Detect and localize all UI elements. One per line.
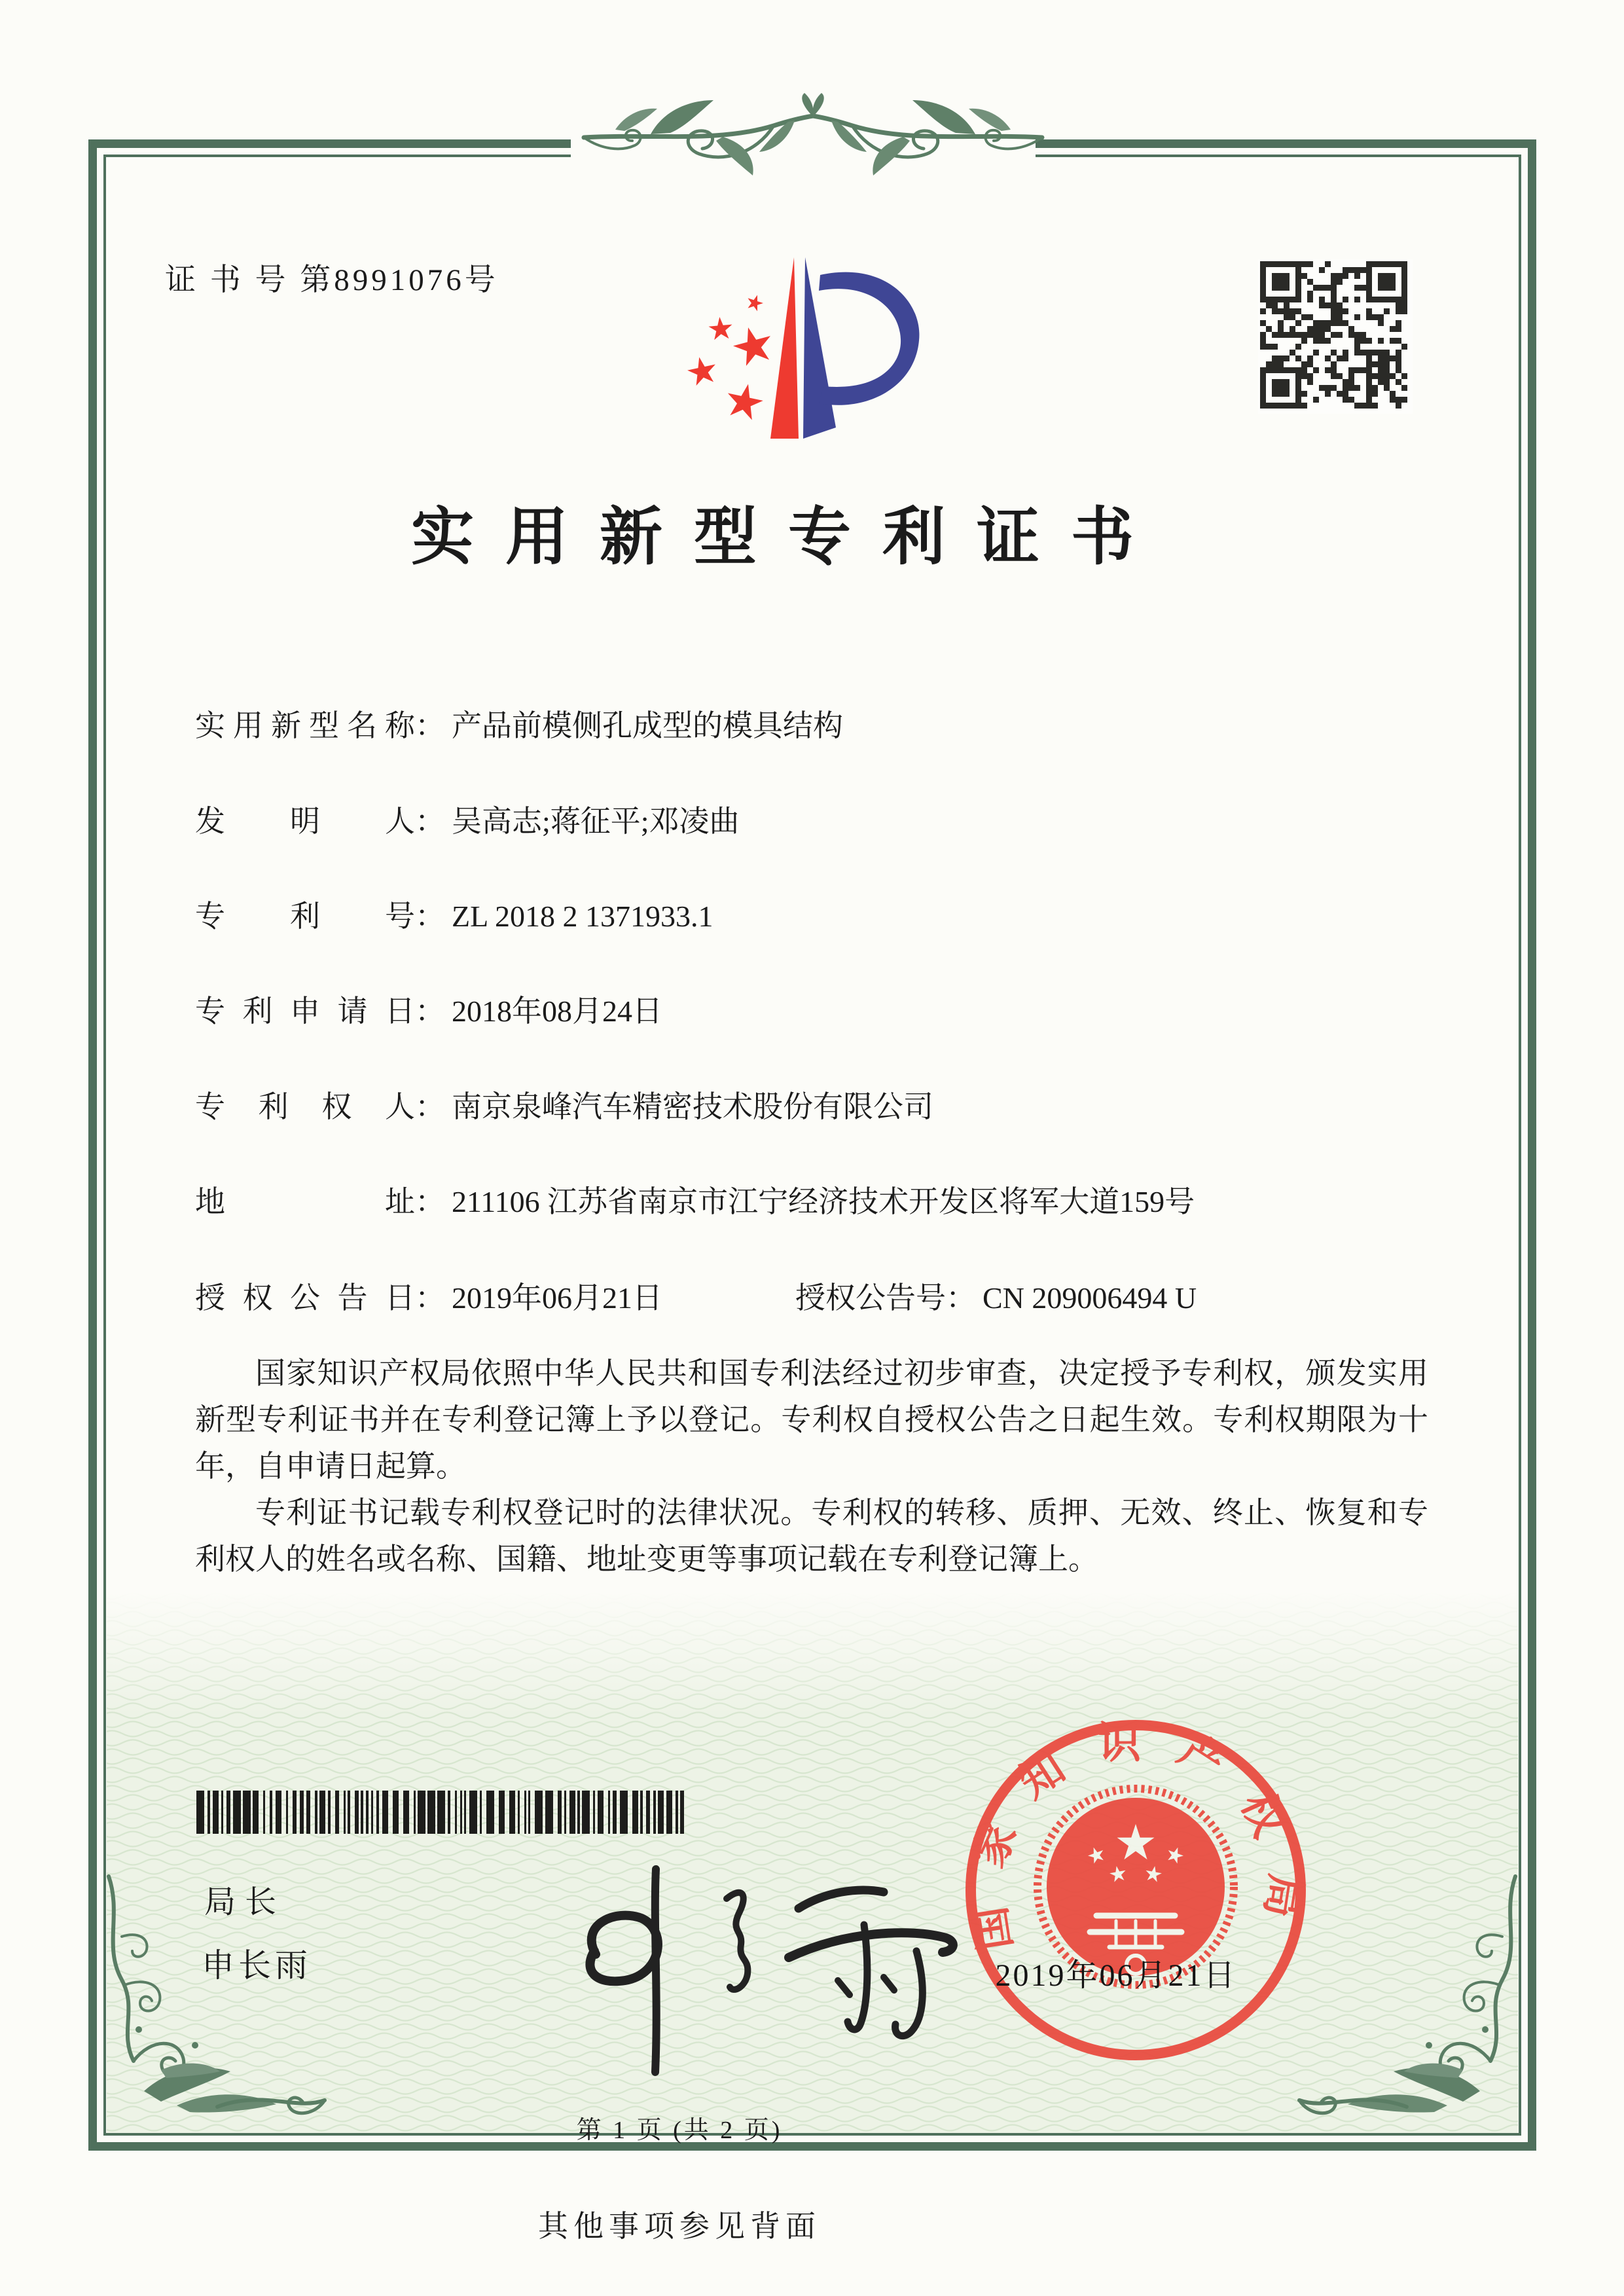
- official-seal-icon: [961, 1715, 1311, 2066]
- field-value: CN 209006494 U: [983, 1281, 1197, 1315]
- seal-ring-text: 国家知识产权局: [962, 1719, 1310, 1954]
- field-label: 发明人: [195, 805, 415, 838]
- field-colon: ：: [415, 1281, 445, 1315]
- field-label: 授权公告号: [795, 1281, 946, 1315]
- field-label: 地址: [195, 1185, 415, 1218]
- back-side-note: 其他事项参见背面: [538, 2210, 821, 2243]
- top-scroll-ornament-icon: [558, 90, 1068, 202]
- field-value: 2019年06月21日: [452, 1281, 662, 1315]
- field-label: 实用新型名称: [195, 709, 415, 742]
- cnipa-logo-icon: [686, 250, 924, 441]
- field-row-inventors: [195, 797, 740, 839]
- field-label: 专利申请日: [195, 994, 415, 1028]
- field-colon: ：: [415, 900, 445, 933]
- page-number: 第 1 页 (共 2 页): [576, 2117, 783, 2144]
- commissioner-name: 申长雨: [202, 1947, 312, 1984]
- field-value: ZL 2018 2 1371933.1: [452, 900, 713, 933]
- logo-star-icon: [728, 384, 763, 420]
- field-value: 吴高志;蒋征平;邓凌曲: [452, 805, 740, 838]
- bottom-right-floral-ornament-icon: [1290, 1874, 1526, 2136]
- commissioner-title: 局长: [204, 1885, 286, 1920]
- field-label: 授权公告日: [195, 1281, 415, 1315]
- field-colon: ：: [415, 805, 445, 838]
- barcode: [196, 1791, 691, 1834]
- field-grant-number: [795, 1274, 1197, 1317]
- field-colon: ：: [946, 1281, 976, 1315]
- legal-paragraph-1: 国家知识产权局依照中华人民共和国专利法经过初步审查，决定授予专利权，颁发实用新型专利证书并在专利登记簿上予以登记。专利权自授权公告之日起生效。专利权期限为十年，自申请日起算。: [195, 1357, 1428, 1483]
- handwritten-signature-icon: [517, 1846, 969, 2082]
- qr-code: [1258, 259, 1413, 414]
- logo-star-icon: [709, 317, 732, 340]
- field-label: 专利号: [195, 900, 415, 933]
- certificate-title: 实用新型专利证书: [411, 502, 1165, 572]
- logo-p-bowl: [819, 272, 919, 405]
- field-value: 南京泉峰汽车精密技术股份有限公司: [452, 1090, 933, 1123]
- field-colon: ：: [415, 1090, 445, 1123]
- field-row-filing-date: [195, 987, 662, 1029]
- field-row-patentee: [195, 1083, 933, 1125]
- legal-paragraph-2: 专利证书记载专利权登记时的法律状况。专利权的转移、质押、无效、终止、恢复和专利权人的姓名或名称、国籍、地址变更等事项记载在专利登记簿上。: [195, 1496, 1428, 1576]
- field-label: 专利权人: [195, 1090, 415, 1123]
- field-colon: ：: [415, 709, 445, 742]
- field-value: 产品前模侧孔成型的模具结构: [452, 709, 843, 742]
- logo-star-icon: [733, 327, 770, 366]
- field-row-patent-number: [195, 892, 713, 934]
- field-row-address: [195, 1178, 1195, 1220]
- certificate-number: 证 书 号 第8991076号: [165, 263, 499, 297]
- field-row-grant-date: [195, 1274, 1197, 1316]
- logo-star-icon: [687, 357, 715, 386]
- field-row-name: [195, 702, 843, 744]
- field-value: 2018年08月24日: [452, 994, 662, 1028]
- field-colon: ：: [415, 1185, 445, 1218]
- logo-star-icon: [748, 295, 764, 312]
- legal-text-block: [195, 1350, 1428, 1582]
- field-value: 211106 江苏省南京市江宁经济技术开发区将军大道159号: [452, 1185, 1195, 1218]
- field-colon: ：: [415, 994, 445, 1028]
- logo-red-wedge: [770, 257, 799, 439]
- seal-date: 2019年06月21日: [995, 1958, 1237, 1993]
